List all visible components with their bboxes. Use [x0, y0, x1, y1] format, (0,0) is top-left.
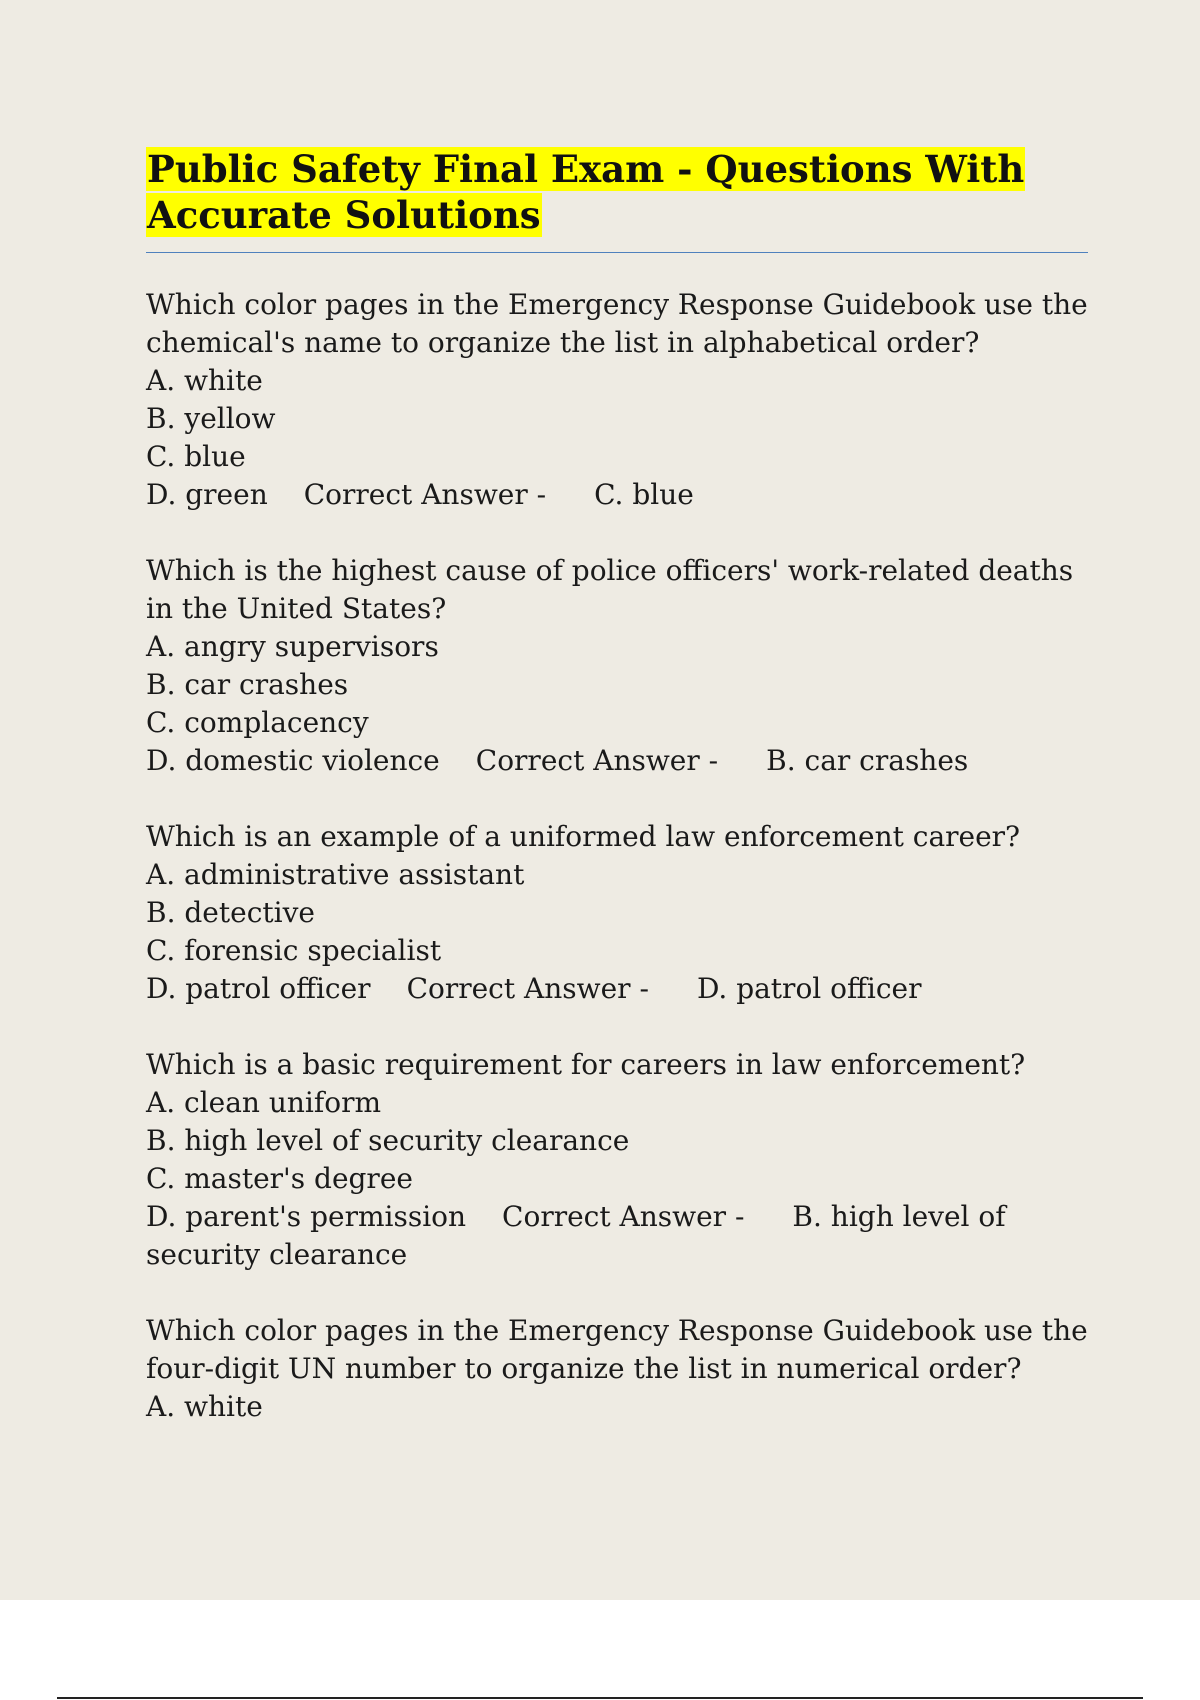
last-option-line — [146, 476, 1088, 514]
title-underline — [146, 252, 1088, 253]
question-block-5 — [146, 1312, 1088, 1426]
document-content — [146, 146, 1088, 1464]
option: C. forensic specialist — [146, 934, 442, 967]
title-highlight: Public Safety Final Exam - Questions With Accurate Solutions — [147, 147, 1025, 237]
option: D. patrol officer — [146, 972, 371, 1005]
option: A. white — [146, 364, 263, 397]
document-title — [146, 146, 1088, 238]
option: D. parent's permission — [146, 1200, 467, 1233]
question-block-2 — [146, 552, 1088, 780]
last-option-line — [146, 970, 1088, 1008]
question-text: Which color pages in the Emergency Response Guidebook use the four-digit UN number to organize the list in numerical order? — [146, 1314, 1088, 1385]
footer-divider — [57, 1697, 1143, 1699]
option: A. administrative assistant — [146, 858, 525, 891]
correct-answer: D. patrol officer — [696, 972, 922, 1005]
question-text: Which is a basic requirement for careers in law enforcement? — [146, 1048, 1026, 1081]
question-list — [146, 286, 1088, 1426]
last-option-line — [146, 742, 1088, 780]
correct-answer-label: Correct Answer - — [303, 478, 547, 511]
correct-answer: B. car crashes — [766, 744, 969, 777]
question-block-1 — [146, 286, 1088, 514]
question-text: Which is the highest cause of police officers' work-related deaths in the United States? — [146, 554, 1074, 625]
correct-answer: B. high level of security clearance — [146, 1200, 1006, 1271]
last-option-line — [146, 1198, 1088, 1274]
correct-answer-label: Correct Answer - — [475, 744, 719, 777]
option: B. car crashes — [146, 668, 349, 701]
question-text: Which color pages in the Emergency Response Guidebook use the chemical's name to organize the list in alphabetical order? — [146, 288, 1088, 359]
option: A. clean uniform — [146, 1086, 382, 1119]
question-block-3 — [146, 818, 1088, 1008]
option: C. master's degree — [146, 1162, 413, 1195]
option: C. blue — [146, 440, 246, 473]
question-block-4 — [146, 1046, 1088, 1274]
option: D. domestic violence — [146, 744, 440, 777]
option: B. high level of security clearance — [146, 1124, 630, 1157]
option: C. complacency — [146, 706, 369, 739]
correct-answer-label: Correct Answer - — [406, 972, 649, 1005]
option: A. white — [146, 1390, 263, 1423]
option: B. yellow — [146, 402, 276, 435]
option: B. detective — [146, 896, 315, 929]
correct-answer: C. blue — [594, 478, 694, 511]
question-text: Which is an example of a uniformed law enforcement career? — [146, 820, 1021, 853]
option: A. angry supervisors — [146, 630, 439, 663]
correct-answer-label: Correct Answer - — [502, 1200, 745, 1233]
option: D. green — [146, 478, 268, 511]
